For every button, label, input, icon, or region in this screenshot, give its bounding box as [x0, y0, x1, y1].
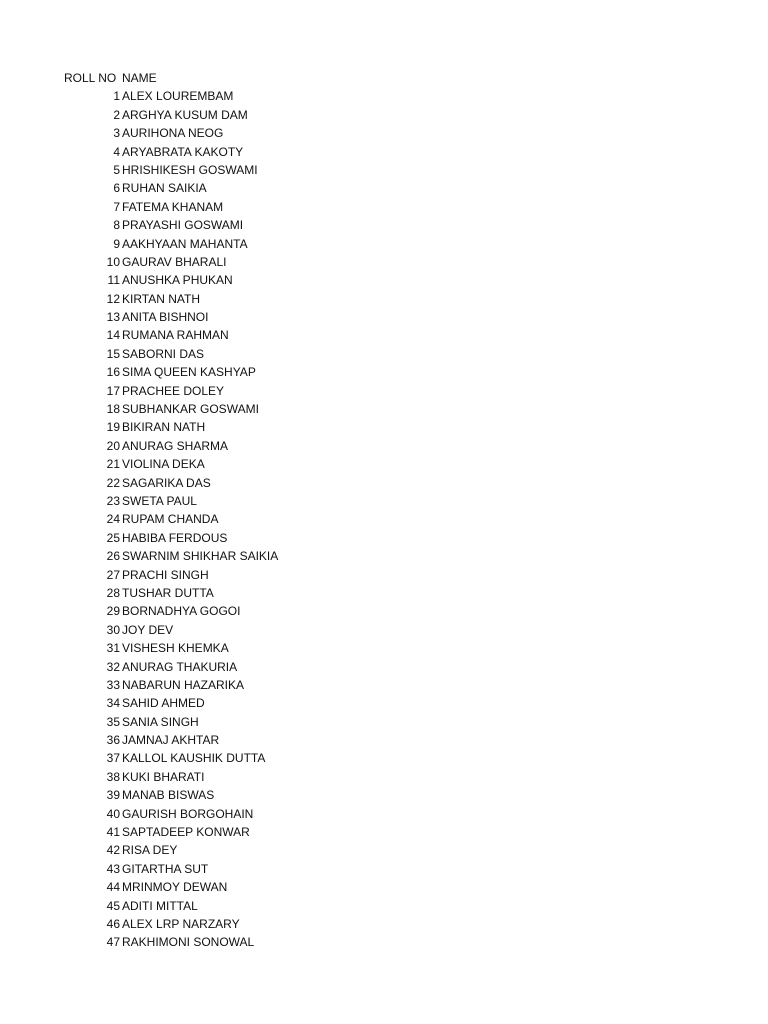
- student-name: SUBHANKAR GOSWAMI: [122, 402, 259, 417]
- student-name: NABARUN HAZARIKA: [122, 677, 245, 692]
- roll-number: 26: [106, 549, 120, 564]
- student-name: ANITA BISHNOI: [122, 310, 209, 325]
- student-name: SABORNI DAS: [122, 346, 205, 361]
- roll-number: 10: [106, 254, 120, 269]
- student-name: KALLOL KAUSHIK DUTTA: [122, 751, 266, 766]
- roll-number: 5: [113, 162, 120, 177]
- student-row: [64, 326, 278, 344]
- header-row: [64, 69, 278, 87]
- roll-number: 25: [106, 530, 120, 545]
- roll-number: 35: [106, 714, 120, 729]
- roll-number: 12: [106, 291, 120, 306]
- student-name: RISA DEY: [122, 843, 178, 858]
- student-name: ANURAG SHARMA: [122, 438, 229, 453]
- student-row: [64, 713, 278, 731]
- student-row: [64, 179, 278, 197]
- roll-number: 14: [106, 328, 120, 343]
- student-row: [64, 749, 278, 767]
- roll-number: 20: [106, 438, 120, 453]
- roll-number: 9: [113, 236, 120, 251]
- student-row: [64, 510, 278, 528]
- student-name: TUSHAR DUTTA: [122, 585, 214, 600]
- student-row: [64, 455, 278, 473]
- student-name: KUKI BHARATI: [122, 769, 205, 784]
- student-name: MRINMOY DEWAN: [122, 880, 228, 895]
- student-row: [64, 694, 278, 712]
- student-row: [64, 87, 278, 105]
- student-row: [64, 253, 278, 271]
- student-name: SAHID AHMED: [122, 696, 205, 711]
- student-row: [64, 621, 278, 639]
- roll-number: 42: [106, 843, 120, 858]
- student-name: SAGARIKA DAS: [122, 475, 211, 490]
- student-row: [64, 860, 278, 878]
- roll-number: 33: [106, 677, 120, 692]
- student-name: BIKIRAN NATH: [122, 420, 206, 435]
- student-name: ARGHYA KUSUM DAM: [122, 107, 248, 122]
- student-name: PRACHEE DOLEY: [122, 383, 225, 398]
- student-rows: [64, 87, 278, 951]
- student-name: SIMA QUEEN KASHYAP: [122, 365, 256, 380]
- student-name: JAMNAJ AKHTAR: [122, 733, 220, 748]
- student-name: VISHESH KHEMKA: [122, 641, 229, 656]
- roll-number: 39: [106, 788, 120, 803]
- student-row: [64, 235, 278, 253]
- student-name: PRACHI SINGH: [122, 567, 209, 582]
- roll-number: 38: [106, 769, 120, 784]
- student-name: GAURISH BORGOHAIN: [122, 806, 254, 821]
- roll-number: 13: [106, 310, 120, 325]
- student-row: [64, 584, 278, 602]
- roll-number: 27: [106, 567, 120, 582]
- student-name: AURIHONA NEOG: [122, 126, 224, 141]
- student-row: [64, 106, 278, 124]
- roll-number: 37: [106, 751, 120, 766]
- student-row: [64, 547, 278, 565]
- student-name: JOY DEV: [122, 622, 174, 637]
- student-row: [64, 915, 278, 933]
- name-header: NAME: [122, 71, 157, 85]
- student-name: FATEMA KHANAM: [122, 199, 224, 214]
- student-row: [64, 933, 278, 951]
- student-name: SANIA SINGH: [122, 714, 199, 729]
- student-name: PRAYASHI GOSWAMI: [122, 218, 244, 233]
- roll-number: 21: [106, 457, 120, 472]
- roll-number: 28: [106, 585, 120, 600]
- roll-number: 22: [106, 475, 120, 490]
- student-row: [64, 400, 278, 418]
- roll-number: 17: [106, 383, 120, 398]
- student-row: [64, 676, 278, 694]
- roll-number: 24: [106, 512, 120, 527]
- roll-number: 19: [106, 420, 120, 435]
- student-name: SWETA PAUL: [122, 493, 197, 508]
- roll-number: 15: [106, 346, 120, 361]
- student-row: [64, 198, 278, 216]
- student-name: HABIBA FERDOUS: [122, 530, 228, 545]
- roll-number: 36: [106, 733, 120, 748]
- roll-number: 47: [106, 935, 120, 950]
- student-name: MANAB BISWAS: [122, 788, 215, 803]
- student-name: VIOLINA DEKA: [122, 457, 205, 472]
- roll-no-header: ROLL NO: [64, 71, 117, 85]
- student-row: [64, 786, 278, 804]
- student-row: [64, 731, 278, 749]
- roll-number: 23: [106, 493, 120, 508]
- roll-number: 46: [106, 916, 120, 931]
- roll-number: 44: [106, 880, 120, 895]
- student-row: [64, 841, 278, 859]
- student-name: HRISHIKESH GOSWAMI: [122, 162, 258, 177]
- roll-number: 11: [107, 273, 120, 288]
- student-name: RUPAM CHANDA: [122, 512, 219, 527]
- student-name: ANUSHKA PHUKAN: [122, 273, 233, 288]
- roll-number: 43: [106, 861, 120, 876]
- roll-number: 32: [106, 659, 120, 674]
- roll-number: 6: [113, 181, 120, 196]
- student-row: [64, 529, 278, 547]
- student-row: [64, 823, 278, 841]
- roll-number: 29: [106, 604, 120, 619]
- roll-number: 7: [113, 199, 120, 214]
- student-name: ALEX LOUREMBAM: [122, 89, 234, 104]
- roll-number: 41: [106, 825, 120, 840]
- roll-number: 2: [113, 107, 120, 122]
- student-row: [64, 143, 278, 161]
- student-name: AAKHYAAN MAHANTA: [122, 236, 248, 251]
- student-row: [64, 437, 278, 455]
- roll-number: 45: [106, 898, 120, 913]
- student-name: ALEX LRP NARZARY: [122, 916, 240, 931]
- student-row: [64, 492, 278, 510]
- student-name: BORNADHYA GOGOI: [122, 604, 241, 619]
- student-row: [64, 639, 278, 657]
- student-row: [64, 290, 278, 308]
- student-row: [64, 345, 278, 363]
- student-row: [64, 897, 278, 915]
- student-row: [64, 382, 278, 400]
- student-row: [64, 878, 278, 896]
- roll-number: 34: [106, 696, 120, 711]
- roll-number: 1: [113, 89, 120, 104]
- student-name: RUMANA RAHMAN: [122, 328, 229, 343]
- student-name: RAKHIMONI SONOWAL: [122, 935, 255, 950]
- student-row: [64, 216, 278, 234]
- student-row: [64, 124, 278, 142]
- student-name: RUHAN SAIKIA: [122, 181, 207, 196]
- roll-number: 40: [106, 806, 120, 821]
- student-row: [64, 161, 278, 179]
- student-row: [64, 271, 278, 289]
- student-name: GAURAV BHARALI: [122, 254, 227, 269]
- student-row: [64, 474, 278, 492]
- roll-number: 4: [113, 144, 120, 159]
- student-name: GITARTHA SUT: [122, 861, 209, 876]
- student-name: SWARNIM SHIKHAR SAIKIA: [122, 549, 279, 564]
- roll-number: 3: [113, 126, 120, 141]
- roll-number: 18: [106, 402, 120, 417]
- student-name: ADITI MITTAL: [122, 898, 198, 913]
- student-row: [64, 768, 278, 786]
- roll-number: 16: [106, 365, 120, 380]
- roll-number: 8: [113, 218, 120, 233]
- student-row: [64, 805, 278, 823]
- student-row: [64, 363, 278, 381]
- student-row: [64, 418, 278, 436]
- student-row: [64, 658, 278, 676]
- student-name: KIRTAN NATH: [122, 291, 201, 306]
- student-name: ANURAG THAKURIA: [122, 659, 238, 674]
- student-name: SAPTADEEP KONWAR: [122, 825, 250, 840]
- roll-number: 31: [106, 641, 120, 656]
- roll-list: [64, 69, 278, 952]
- student-row: [64, 308, 278, 326]
- student-name: ARYABRATA KAKOTY: [122, 144, 244, 159]
- student-row: [64, 602, 278, 620]
- roll-number: 30: [106, 622, 120, 637]
- student-row: [64, 566, 278, 584]
